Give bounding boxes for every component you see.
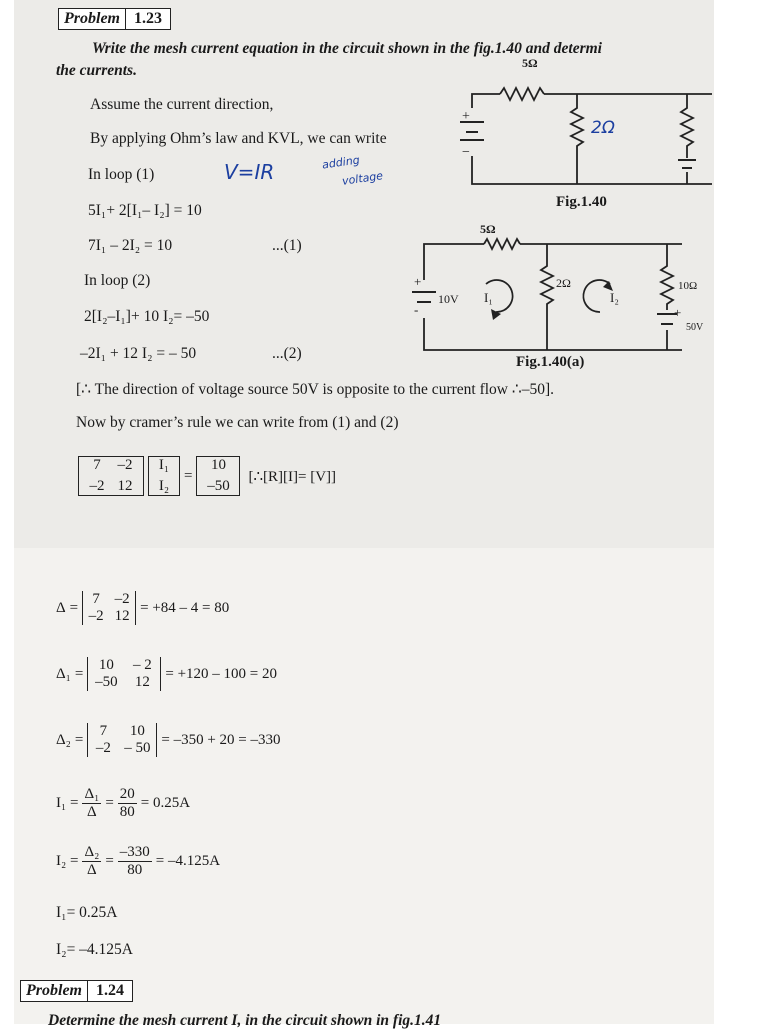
ohm-text: By applying Ohm’s law and KVL, we can write <box>90 130 387 147</box>
matrix-a11: 7 <box>93 457 101 473</box>
fig140a-r-top: 5Ω <box>480 222 496 236</box>
svg-text:−: − <box>462 145 470 160</box>
equation-2-tag: ...(2) <box>272 345 302 362</box>
i1-lhs: I₁ = <box>56 794 79 811</box>
fig140a-v-left: 10V <box>438 292 459 306</box>
fig140-circuit <box>452 76 712 194</box>
fig140a-i2: I₂ <box>610 290 619 305</box>
statement-line1: Write the mesh current equation in the circuit shown in the fig.1.40 and determi <box>92 40 602 57</box>
fig140a-plus-right: + <box>674 305 682 320</box>
delta-name: Δ <box>56 599 66 616</box>
i1-solution: I₁ = $\frac{\text{Δ₁}}{\Delta}$ = $\frac{20}{80}$ = 0.25A <box>56 785 191 820</box>
i2-frac-symbolic: $\frac{\text{Δ₂}}{\Delta}$ <box>84 843 100 878</box>
delta2-row: Δ₂ = 7 10 –2 – 50 = –350 + 20 = –330 <box>56 723 281 756</box>
delta1-a22: 12 <box>134 674 150 690</box>
problem-124-label: Problem <box>21 981 88 1001</box>
handwritten-vir: V=IR <box>224 160 275 184</box>
delta1-a11: 10 <box>98 657 114 673</box>
equation-2b: –2I₁ + 12 I₂ = – 50 <box>80 345 197 362</box>
delta-a22: 12 <box>114 608 130 624</box>
fig140-caption: Fig.1.40 <box>556 194 607 210</box>
matrix-equation <box>78 450 336 502</box>
fig140a-r-right: 10Ω <box>678 280 698 292</box>
i1-frac-numeric: $\frac{20}{80}$ <box>119 785 135 820</box>
delta1-row: Δ₁ = 10 – 2 –50 12 = +120 – 100 = 20 <box>56 657 277 690</box>
problem-label: Problem <box>59 9 126 29</box>
delta1-result: = +120 – 100 = 20 <box>165 665 277 682</box>
problem-number: 1.23 <box>134 10 162 27</box>
delta-result: = +84 – 4 = 80 <box>140 599 230 616</box>
current-vector <box>148 456 180 496</box>
delta2-a21: –2 <box>95 740 111 756</box>
i2-result: = –4.125A <box>155 852 221 869</box>
resistance-matrix <box>78 456 144 496</box>
matrix-relation: [∴[R][I]= [V]] <box>248 468 337 485</box>
i1-result: = 0.25A <box>140 794 191 811</box>
matrix-a12: –2 <box>117 457 133 473</box>
final-i2: I₂= –4.125A <box>56 941 134 958</box>
equation-1-tag: ...(1) <box>272 237 302 254</box>
svg-text:+: + <box>462 109 470 124</box>
fig140-r-top: 5Ω <box>522 56 538 70</box>
vector-b1: 10 <box>210 457 226 473</box>
fig140a-v-right: 50V <box>686 322 704 333</box>
fig140a-plus-left: + <box>414 274 422 289</box>
problem-124-text: Determine the mesh current I, in the circuit shown in fig.1.41 <box>48 1012 442 1029</box>
fig140a-r-mid: 2Ω <box>556 276 571 290</box>
delta1-name: Δ₁ <box>56 665 71 682</box>
problem-header <box>58 8 171 30</box>
equation-2a: 2[I₂–I₁]+ 10 I₂= –50 <box>84 308 210 325</box>
i2-frac-numeric: $\frac{-330}{80}$ <box>119 843 150 878</box>
fig140a-i1: I₁ <box>484 290 493 305</box>
vector-i1: I₁ <box>158 457 170 473</box>
delta-a21: –2 <box>88 608 104 624</box>
vector-b2: –50 <box>207 478 230 494</box>
statement-line2: the currents. <box>56 62 137 79</box>
vector-i2: I₂ <box>158 478 170 494</box>
final-i1: I₁= 0.25A <box>56 904 118 921</box>
i1-frac-symbolic: $\frac{\text{Δ₁}}{\Delta}$ <box>84 785 100 820</box>
matrix-a21: –2 <box>89 478 105 494</box>
delta2-a12: 10 <box>129 723 145 739</box>
delta-determinant <box>82 591 136 625</box>
delta-row: Δ = 7 –2 –2 12 = +84 – 4 = 80 <box>56 591 230 624</box>
loop1-heading: In loop (1) <box>88 166 155 183</box>
delta2-determinant <box>87 723 157 757</box>
delta2-result: = –350 + 20 = –330 <box>161 731 281 748</box>
handwritten-adding: adding <box>321 153 361 172</box>
delta2-a11: 7 <box>99 723 108 739</box>
fig140a-minus-left: - <box>414 302 419 317</box>
delta2-a22: – 50 <box>124 740 151 756</box>
problem-124-number: 1.24 <box>96 982 124 999</box>
delta1-a21: –50 <box>95 674 118 690</box>
handwritten-2ohm: 2Ω <box>591 118 615 138</box>
matrix-equals: = <box>184 467 193 484</box>
handwritten-voltage: voltage <box>341 169 384 188</box>
fig140a-caption: Fig.1.40(a) <box>516 354 585 370</box>
delta2-name: Δ₂ <box>56 731 71 748</box>
cramer-text: Now by cramer’s rule we can write from (1) and (2) <box>76 414 399 431</box>
equation-1a: 5I₁+ 2[I₁– I₂] = 10 <box>88 202 202 219</box>
assume-text: Assume the current direction, <box>90 96 274 113</box>
delta1-a12: – 2 <box>132 657 152 673</box>
delta-a11: 7 <box>92 591 100 607</box>
i2-solution: I₂ = $\frac{\text{Δ₂}}{\Delta}$ = $\frac{-330}{80}$ = –4.125A <box>56 843 221 878</box>
direction-note: [∴ The direction of voltage source 50V is opposite to the current flow ∴–50]. <box>76 381 555 398</box>
equation-1b: 7I₁ – 2I₂ = 10 <box>88 237 173 254</box>
delta1-determinant <box>87 657 161 691</box>
i2-lhs: I₂ = <box>56 852 79 869</box>
delta-a12: –2 <box>114 591 130 607</box>
voltage-vector <box>196 456 240 496</box>
matrix-a22: 12 <box>117 478 133 494</box>
loop2-heading: In loop (2) <box>84 272 151 289</box>
problem-124-header <box>20 980 133 1002</box>
